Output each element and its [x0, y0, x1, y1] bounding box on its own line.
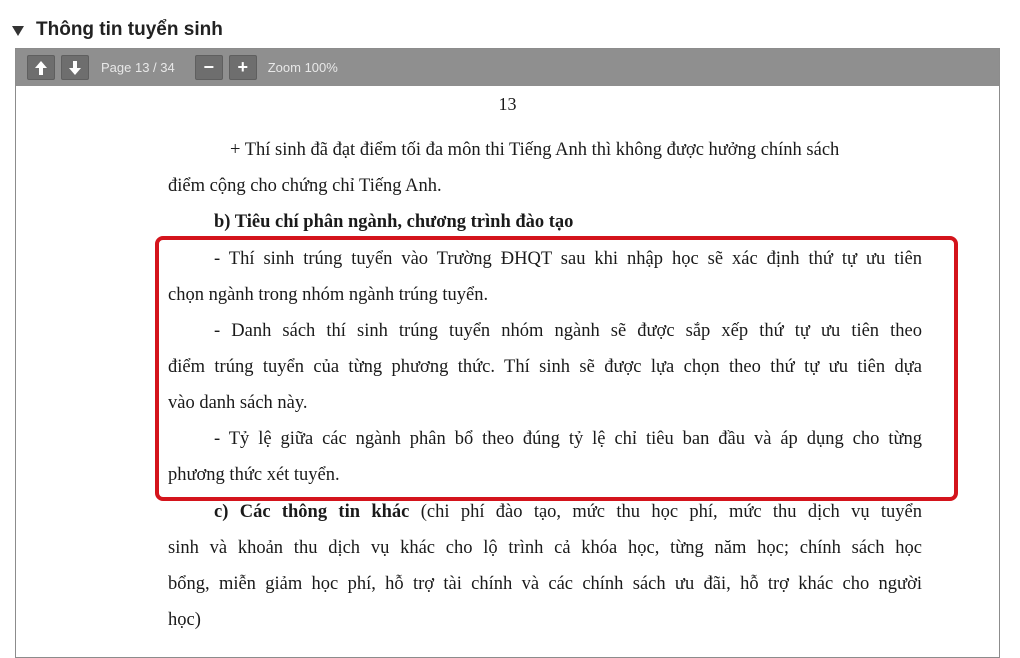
next-page-button[interactable] [61, 55, 89, 80]
highlighted-line: điểm trúng tuyển của từng phương thức. Thí sinh sẽ được lựa chọn theo thứ tự ưu tiên dựa [168, 357, 922, 377]
triangle-down-icon[interactable] [12, 26, 24, 36]
page-indicator: Page 13 / 34 [101, 60, 175, 75]
pdf-toolbar [16, 49, 999, 86]
highlighted-line: vào danh sách này. [168, 393, 308, 413]
heading-b: b) Tiêu chí phân ngành, chương trình đào tạo [214, 212, 574, 232]
zoom-indicator: Zoom 100% [267, 60, 338, 75]
paragraph-line [214, 502, 922, 523]
paragraph-line: bổng, miễn giảm học phí, hỗ trợ tài chính và các chính sách ưu đãi, hỗ trợ khác cho người [168, 574, 922, 594]
highlighted-line: phương thức xét tuyển. [168, 465, 340, 485]
arrow-down-icon [68, 60, 82, 76]
highlighted-line: - Danh sách thí sinh trúng tuyển nhóm ngành sẽ được sắp xếp thứ tự ưu tiên theo [214, 321, 922, 341]
document-page [16, 86, 999, 658]
highlighted-line: - Thí sinh trúng tuyển vào Trường ĐHQT sau khi nhập học sẽ xác định thứ tự ưu tiên [214, 249, 922, 269]
paragraph-line: sinh và khoản thu dịch vụ khác cho lộ trình cả khóa học, từng năm học; chính sách học [168, 538, 922, 558]
section-title: Thông tin tuyển sinh [36, 19, 223, 40]
highlighted-line: - Tỷ lệ giữa các ngành phân bổ theo đúng tỷ lệ chỉ tiêu ban đầu và áp dụng cho từng [214, 429, 922, 449]
zoom-out-button[interactable]: − [195, 55, 223, 80]
paragraph-text: (chi phí đào tạo, mức thu học phí, mức thu dịch vụ tuyển [409, 502, 922, 522]
heading-c: c) Các thông tin khác [214, 502, 410, 522]
paragraph-line: điểm cộng cho chứng chỉ Tiếng Anh. [168, 176, 442, 196]
pdf-viewer [15, 48, 1000, 658]
arrow-up-icon [34, 60, 48, 76]
highlighted-line: chọn ngành trong nhóm ngành trúng tuyển. [168, 285, 489, 305]
previous-page-button[interactable] [27, 55, 55, 80]
paragraph-line: + Thí sinh đã đạt điểm tối đa môn thi Tiếng Anh thì không được hưởng chính sách [230, 140, 840, 160]
highlight-box [155, 236, 958, 501]
paragraph-line: học) [168, 610, 201, 630]
zoom-in-button[interactable]: + [229, 55, 257, 80]
page-number: 13 [498, 94, 517, 114]
section-header[interactable] [12, 16, 223, 44]
